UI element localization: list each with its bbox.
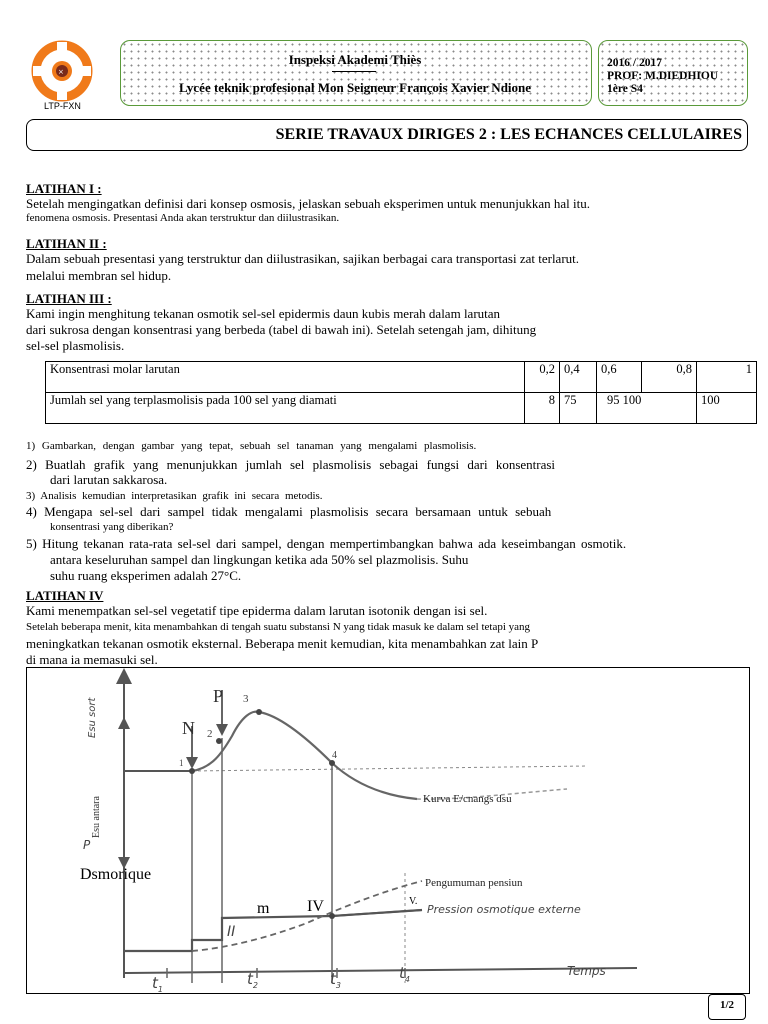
point-3 [256, 709, 262, 715]
table-cell: 0,6 [597, 362, 642, 393]
school-name: Lycée teknik profesional Mon Seigneur François Xavier Ndione [178, 80, 532, 95]
pension-label: Pengumuman pensiun [425, 877, 523, 889]
latihan-4-line-2: Setelah beberapa menit, kita menambahkan di tengah suatu substansi N yang tidak masuk ke dalam sel tetapi yang [26, 621, 531, 633]
school-year: 2016 / 2017 [607, 57, 662, 69]
table-cell: 0,4 [560, 362, 597, 393]
table-row [46, 393, 757, 424]
latihan-3-line-1: Kami ingin menghitung tekanan osmotik sel-sel epidermis daun kubis merah dalam larutan [26, 306, 501, 321]
table-row-label: Jumlah sel yang terplasmolisis pada 100 sel yang diamati [46, 393, 525, 424]
x-axis-label: Temps [567, 964, 606, 978]
question-2-line-2: dari larutan sakkarosa. [50, 472, 168, 487]
label-m: m [257, 900, 270, 917]
question-5-line-1: 5) Hitung tekanan rata-rata sel-sel dari sampel, dengan mempertimbangkan bahwa ada keseimbangan osmotik. [26, 536, 627, 551]
question-4-line-1: 4) Mengapa sel-sel dari sampel tidak mengalami plasmolisis secara bersamaan untuk sebuah [26, 504, 552, 519]
label-p: P [213, 686, 224, 706]
table-cell: 95 100 [597, 393, 697, 424]
question-4-line-2: konsentrasi yang diberikan? [50, 521, 174, 533]
question-1: 1) Gambarkan, dengan gambar yang tepat, sebuah sel tanaman yang mengalami plasmolisis. [26, 440, 477, 452]
point-3-label: 3 [243, 693, 249, 705]
latihan-4-line-4: di mana ia memasuki sel. [26, 652, 158, 667]
latihan-3-heading: LATIHAN III : [26, 291, 112, 306]
dotted-reference [192, 766, 587, 771]
logo-icon [22, 38, 102, 110]
latihan-3-line-3: sel-sel plasmolisis. [26, 338, 125, 353]
info-block [607, 57, 718, 96]
lower-step [124, 910, 422, 951]
page-title: SERIE TRAVAUX DIRIGES 2 : LES ECHANCES CELLULAIRES [275, 126, 742, 143]
latihan-3-line-2: dari sukrosa dengan konsentrasi yang berbeda (tabel di bawah ini). Setelah setengah jam, dihitung [26, 322, 537, 337]
label-n: N [182, 718, 195, 738]
label-v: V. [409, 896, 418, 907]
concentration-table [45, 361, 757, 424]
table-row [46, 362, 757, 393]
page-number: 1/2 [719, 999, 735, 1011]
logo-caption: LTP-FXN [44, 101, 81, 111]
latihan-1-heading: LATIHAN I : [26, 181, 102, 196]
y-label-top: Esu sort [87, 697, 98, 738]
osmosis-figure [26, 667, 750, 994]
table-cell: 8 [525, 393, 560, 424]
y-label-p: P [83, 838, 91, 852]
latihan-4-line-3: meningkatkan tekanan osmotik eksternal. Beberapa menit kemudian, kita menambahkan zat lain P [26, 636, 539, 651]
teacher-name: PROF: M.DIEDHIOU [607, 70, 719, 82]
table-cell: 100 [697, 393, 757, 424]
inspection-name: Inspeksi Akademi Thiès [288, 52, 422, 67]
latihan-2-line-1: Dalam sebuah presentasi yang terstruktur dan diilustrasikan, sajikan berbagai cara transportasi zat terlarut. [26, 251, 580, 266]
question-5-line-2: antara keseluruhan sampel dan lingkungan ketika ada 50% sel plazmolisis. Suhu [50, 552, 469, 567]
y-label-mid: Esu antara [91, 796, 102, 838]
svg-text:×: × [58, 68, 64, 76]
latihan-2-line-2: melalui membran sel hidup. [26, 268, 172, 283]
label-iv: IV [307, 898, 324, 915]
question-5-line-3: suhu ruang eksperimen adalah 27°C. [50, 568, 242, 583]
latihan-2-heading: LATIHAN II : [26, 236, 107, 251]
header-divider [332, 71, 376, 72]
class-name: 1ère S4 [607, 83, 643, 95]
point-2 [216, 738, 222, 744]
point-1 [189, 768, 195, 774]
label-ii: II [227, 924, 236, 940]
question-2-line-1: 2) Buatlah grafik yang menunjukkan jumlah sel plasmolisis sebagai fungsi dari konsentrasi [26, 457, 556, 472]
table-cell: 0,8 [642, 362, 697, 393]
question-3: 3) Analisis kemudian interpretasikan grafik ini secara metodis. [26, 490, 323, 502]
t4-label: $t_4$ [399, 964, 410, 984]
table-row-label: Konsentrasi molar larutan [46, 362, 525, 393]
upper-curve [192, 712, 417, 799]
x-axis [124, 968, 637, 973]
latihan-1-line-1: Setelah mengingatkan definisi dari konsep osmosis, jelaskan sebuah eksperimen untuk menunjukkan hal itu. [26, 196, 590, 211]
table-cell: 1 [697, 362, 757, 393]
curve-top-label: Kurva E/cnangs dsu [423, 793, 512, 805]
table-cell: 75 [560, 393, 597, 424]
pression-line [332, 910, 422, 916]
point-2-label: 2 [207, 728, 213, 740]
t2-label: $t_2$ [247, 970, 258, 990]
point-4-label: 4 [332, 750, 337, 761]
point-iv [329, 913, 335, 919]
t1-label: $t_1$ [152, 974, 163, 994]
pression-label: Pression osmotique externe [427, 903, 581, 916]
osmosis-graph [27, 668, 749, 993]
t3-label: $t_3$ [330, 970, 341, 990]
latihan-1-line-2: fenomena osmosis. Presentasi Anda akan terstruktur dan diilustrasikan. [26, 212, 340, 224]
school-header-box [120, 40, 592, 106]
osmotique-label: Dsmorique [80, 866, 152, 883]
table-cell: 0,2 [525, 362, 560, 393]
point-1-label: 1 [179, 758, 184, 768]
school-logo [22, 38, 102, 110]
latihan-4-heading: LATIHAN IV [26, 588, 104, 603]
latihan-4-line-1: Kami menempatkan sel-sel vegetatif tipe epiderma dalam larutan isotonik dengan isi sel. [26, 603, 488, 618]
